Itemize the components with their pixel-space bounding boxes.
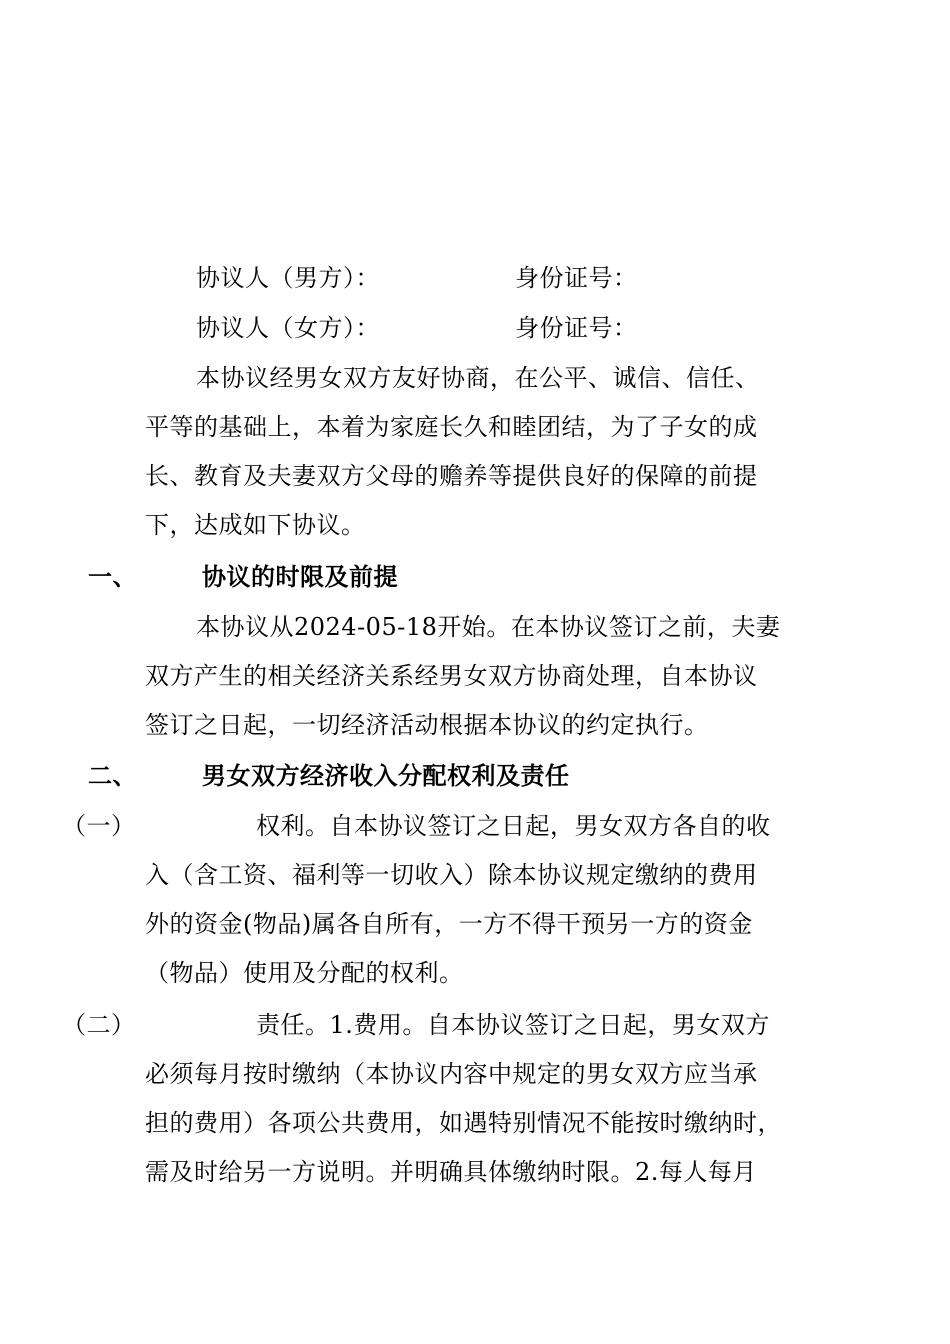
section-2-title: 男女双方经济收入分配权利及责任 xyxy=(202,761,570,790)
section-1-line-2: 双方产生的相关经济关系经男女双方协商处理，自本协议 xyxy=(145,662,758,690)
intro-line-4: 下，达成如下协议。 xyxy=(145,511,366,539)
female-party-label: 协议人（女方）： xyxy=(196,314,380,342)
subsection-2-number: （二） xyxy=(62,1011,136,1039)
male-party-label: 协议人（男方）： xyxy=(196,264,380,292)
subsection-1-line-4: （物品）使用及分配的权利。 xyxy=(145,959,464,987)
subsection-2-line-4: 需及时给另一方说明。并明确具体缴纳时限。2.每人每月 xyxy=(145,1158,757,1186)
intro-line-3: 长、教育及夫妻双方父母的赡养等提供良好的保障的前提 xyxy=(145,462,758,490)
subsection-1-number: （一） xyxy=(62,812,136,840)
section-1-title: 协议的时限及前提 xyxy=(202,562,398,591)
subsection-1-line-3: 外的资金(物品)属各自所有，一方不得干预另一方的资金 xyxy=(145,910,753,938)
section-1-line-3: 签订之日起，一切经济活动根据本协议的约定执行。 xyxy=(145,711,709,739)
subsection-1-line-2: 入（含工资、福利等一切收入）除本协议规定缴纳的费用 xyxy=(145,861,758,889)
intro-line-2: 平等的基础上，本着为家庭长久和睦团结，为了子女的成 xyxy=(145,413,758,441)
intro-line-1: 本协议经男女双方友好协商，在公平、诚信、信任、 xyxy=(196,364,760,392)
subsection-2-line-2: 必须每月按时缴纳（本协议内容中规定的男女双方应当承 xyxy=(145,1060,758,1088)
subsection-2-line-3: 担的费用）各项公共费用，如遇特别情况不能按时缴纳时， xyxy=(145,1109,782,1137)
male-id-label: 身份证号： xyxy=(515,264,638,292)
section-1-number: 一、 xyxy=(88,562,137,591)
section-1-line-1: 本协议从2024-05-18开始。在本协议签订之前，夫妻 xyxy=(196,613,781,641)
female-id-label: 身份证号： xyxy=(515,314,638,342)
subsection-2-line-1: 责任。1.费用。自本协议签订之日起，男女双方 xyxy=(256,1011,770,1039)
section-2-number: 二、 xyxy=(88,761,137,790)
subsection-1-line-1: 权利。自本协议签订之日起，男女双方各自的收 xyxy=(256,812,771,840)
